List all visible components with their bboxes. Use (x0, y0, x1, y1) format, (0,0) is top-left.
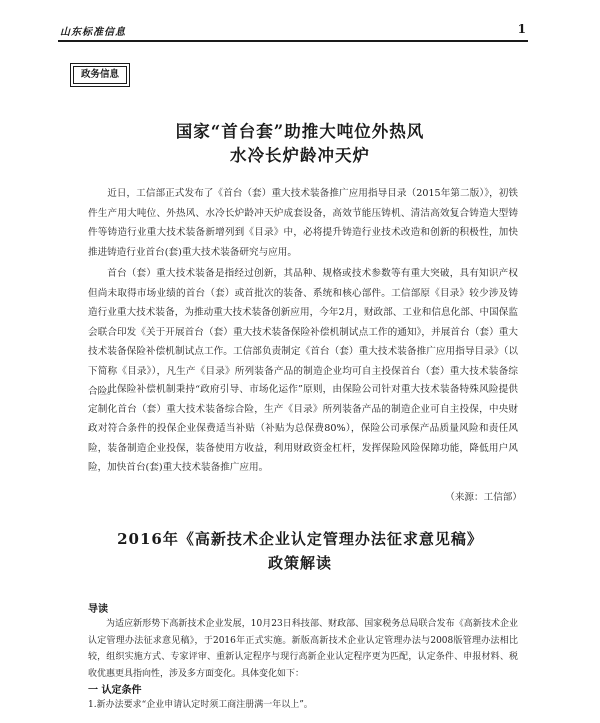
article1-source: （来源：工信部） (445, 492, 522, 503)
intro-heading: 导读 (88, 604, 108, 615)
article1-paragraph-1: 近日，工信部正式发布了《首台（套）重大技术装备推广应用指导目录（2015年第二版）》，初铁件生产用大吨位、外热风、水冷长炉龄冲天炉成套设备，高效节能压铸机、清洁高效复合铸造大型铸件等铸造行业重大技术装备新增列到《目录》中，必将提升铸造行业技术改造和创新的积极性，加快推进铸造行业首台(套)重大技术装备研究与应用。 (88, 188, 518, 258)
article1-title-line2: 水冷长炉龄冲天炉 (230, 146, 370, 165)
intro-text: 为适应新形势下高新技术企业发展，10月23日科技部、财政部、国家税务总局联合发布《高新技术企业认定管理办法征求意见稿》，于2016年正式实施。新版高新技术企业认定管理办法与2008版管理办法相比较，组织实施方式、专家评审、重新认定程序与现行高新企业认定程序更为匹配，认定条件、申报材料、税收优惠更具指向性，涉及多方面变化。具体变化如下： (88, 619, 518, 679)
page-number: 1 (517, 22, 526, 36)
journal-name: 山东标准信息 (60, 27, 126, 38)
article1-title-line1: 国家“首台套”助推大吨位外热风 (175, 122, 425, 141)
section1-heading: 一 认定条件 (88, 685, 142, 696)
article2-title-line2: 政策解读 (267, 554, 332, 572)
section1-item-1: 1.新办法要求“企业申请认定时须工商注册满一年以上”。 (88, 700, 313, 710)
section-tag: 政务信息 (73, 66, 127, 84)
article1-paragraph-3: 此保险补偿机制秉持“政府引导、市场化运作”原则，由保险公司针对重大技术装备特殊风险提供定制化首台（套）重大技术装备综合险，生产《目录》所列装备产品的制造企业可自主投保，中央财政对符合条件的投保企业保费适当补贴（补贴为总保费80%），保险公司承保产品质量风险和责任风险，装备制造企业投保，装备使用方收益，利用财政资金杠杆，发挥保险风险保障功能，降低用户风险，加快首台(套)重大技术装备推广应用。 (88, 384, 518, 474)
article2-title-line1: 2016年《高新技术企业认定管理办法征求意见稿》 (117, 530, 483, 548)
article1-paragraph-2: 首台（套）重大技术装备是指经过创新，其品种、规格或技术参数等有重大突破，具有知识产权但尚未取得市场业绩的首台（套）或首批次的装备、系统和核心部件。工信部原《目录》较少涉及铸造行业重大技术装备，为推动重大技术装备创新应用，今年2月，财政部、工业和信息化部、中国保监会联合印发《关于开展首台（套）重大技术装备保险补偿机制试点工作的通知》，并展首台（套）重大技术装备保险补偿机制试点工作。工信部负责制定《首台（套）重大技术装备推广应用指导目录》（以下简称《目录》），凡生产《目录》所列装备产品的制造企业均可自主投保首台（套）重大技术装备综合险。 (88, 268, 518, 397)
running-header (58, 22, 528, 42)
